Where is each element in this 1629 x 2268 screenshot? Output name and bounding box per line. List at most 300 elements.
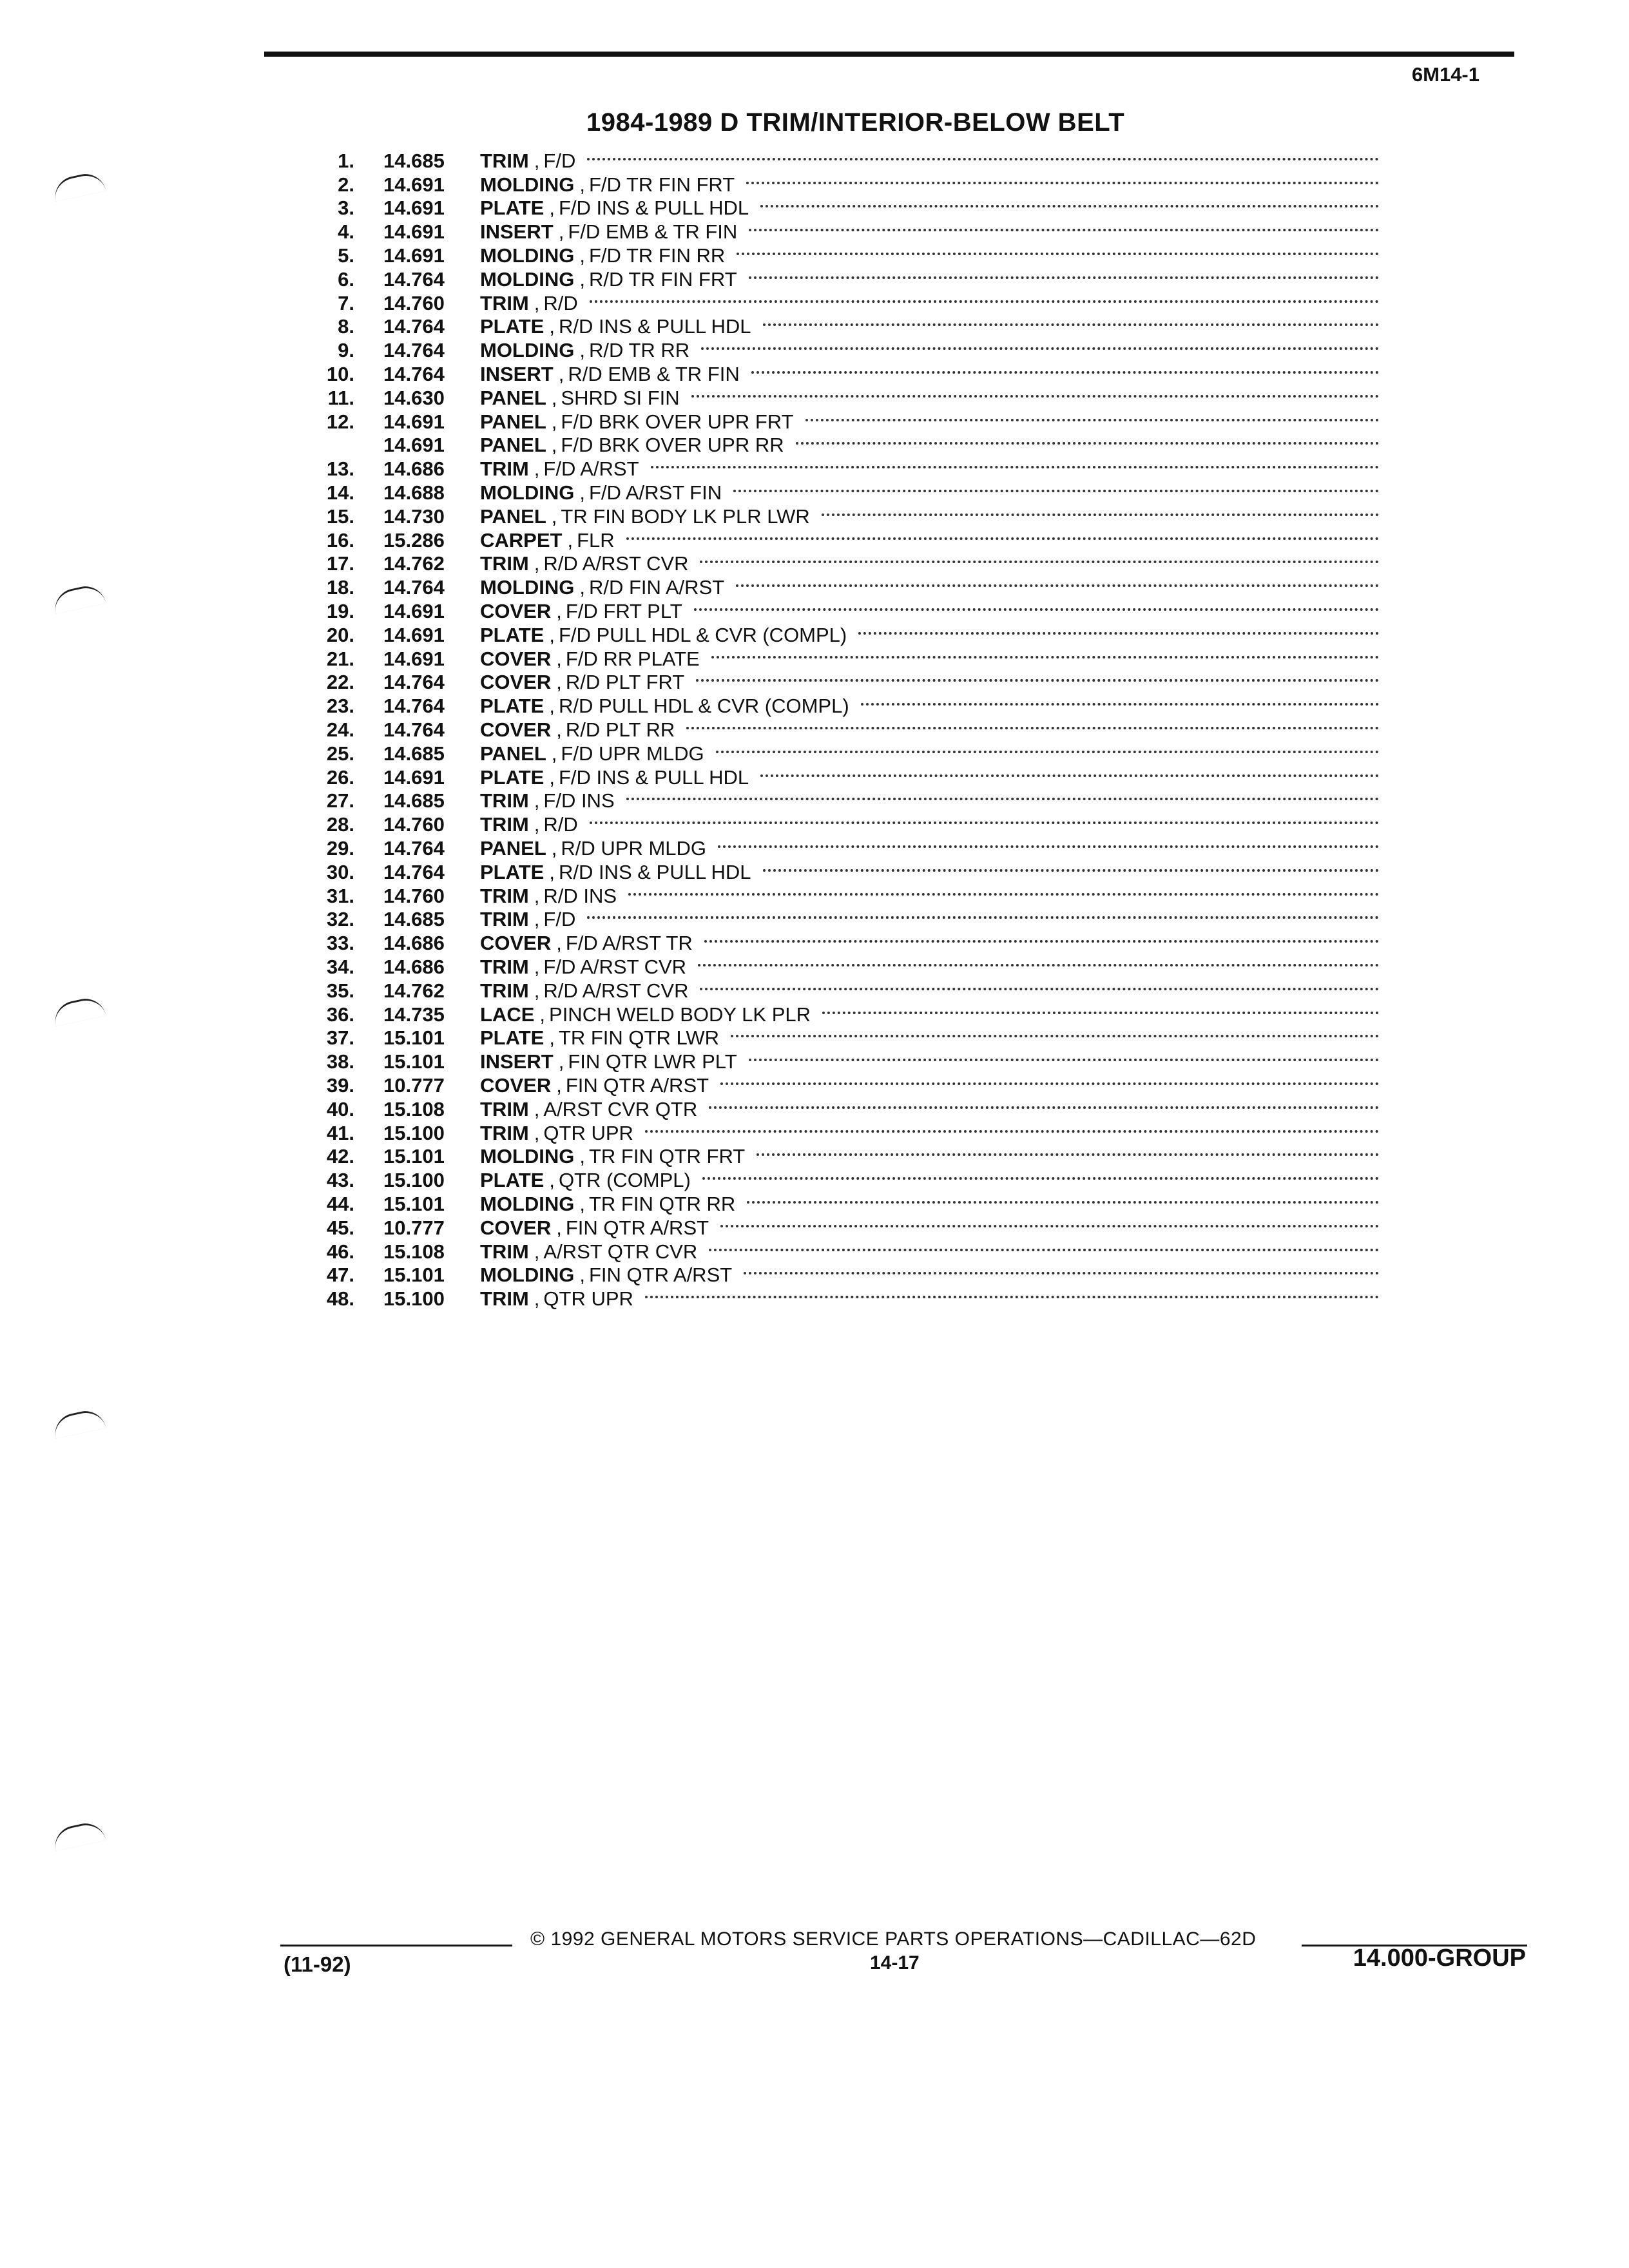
part-row (284, 528, 1379, 552)
item-number: 20. (326, 623, 354, 646)
dot-leader (858, 632, 1379, 635)
part-description: QTR (COMPL) (558, 1169, 691, 1192)
part-row (284, 812, 1379, 836)
part-name: MOLDING (480, 173, 575, 196)
item-number: 40. (326, 1097, 354, 1120)
item-number: 32. (326, 908, 354, 931)
part-description: R/D TR RR (589, 339, 690, 362)
part-name: PLATE (480, 860, 545, 883)
name-separator: , (551, 505, 557, 528)
part-name: TRIM (480, 955, 529, 978)
name-separator: , (556, 671, 562, 694)
item-number: 23. (326, 695, 354, 718)
part-description: R/D EMB & TR FIN (568, 363, 740, 386)
name-separator: , (579, 1145, 585, 1168)
group-number: 14.691 (383, 623, 445, 646)
dot-leader (628, 893, 1379, 896)
group-number: 14.760 (383, 813, 445, 836)
part-name: PLATE (480, 765, 545, 789)
group-number: 14.730 (383, 505, 445, 528)
dot-leader (698, 964, 1379, 966)
part-description: R/D A/RST CVR (543, 979, 689, 1002)
dot-leader (645, 1130, 1379, 1133)
group-number: 14.691 (383, 647, 445, 670)
part-name: COVER (480, 1073, 552, 1097)
part-name: PANEL (480, 434, 546, 457)
part-description: QTR UPR (543, 1287, 633, 1311)
item-number: 1. (338, 149, 354, 172)
part-name: PLATE (480, 623, 545, 646)
item-number: 31. (326, 884, 354, 907)
dot-leader (704, 940, 1379, 943)
revision-date: (11-92) (284, 1952, 351, 1976)
part-name: COVER (480, 647, 552, 670)
part-row (284, 1287, 1379, 1311)
part-row (284, 575, 1379, 599)
part-description: F/D TR FIN RR (589, 244, 726, 267)
dot-leader (587, 916, 1379, 919)
group-number: 14.764 (383, 576, 445, 599)
group-number: 14.630 (383, 386, 445, 409)
item-number: 47. (326, 1264, 354, 1287)
part-name: PLATE (480, 315, 545, 338)
part-description: R/D UPR MLDG (561, 837, 707, 860)
name-separator: , (579, 481, 585, 505)
part-description: R/D A/RST CVR (543, 552, 689, 575)
item-number: 26. (326, 765, 354, 789)
part-description: R/D FIN A/RST (589, 576, 725, 599)
name-separator: , (549, 765, 555, 789)
part-description: F/D (543, 908, 576, 931)
item-number: 4. (338, 220, 354, 244)
dot-leader (691, 395, 1379, 398)
part-row (284, 955, 1379, 979)
name-separator: , (534, 908, 540, 931)
dot-leader (757, 1153, 1379, 1156)
dot-leader (751, 371, 1379, 374)
item-number: 25. (326, 742, 354, 765)
part-description: F/D A/RST CVR (543, 955, 687, 978)
group-number: 14.691 (383, 244, 445, 267)
part-name: PANEL (480, 386, 546, 409)
item-number: 2. (338, 173, 354, 196)
name-separator: , (539, 1003, 546, 1026)
part-description: A/RST CVR QTR (543, 1097, 698, 1120)
item-number: 6. (338, 267, 354, 291)
item-number: 9. (338, 339, 354, 362)
part-description: F/D BRK OVER UPR RR (561, 434, 784, 457)
name-separator: , (551, 386, 557, 409)
item-number: 17. (326, 552, 354, 575)
dot-leader (720, 1225, 1379, 1227)
name-separator: , (551, 742, 557, 765)
name-separator: , (579, 244, 585, 267)
part-name: TRIM (480, 552, 529, 575)
item-number: 30. (326, 860, 354, 883)
name-separator: , (534, 789, 540, 812)
name-separator: , (556, 647, 562, 670)
part-description: FIN QTR A/RST (565, 1216, 709, 1239)
item-number: 24. (326, 718, 354, 742)
part-description: PINCH WELD BODY LK PLR (549, 1003, 811, 1026)
dot-leader (711, 656, 1379, 658)
group-number: 14.762 (383, 552, 445, 575)
part-row (284, 338, 1379, 362)
part-description: F/D RR PLATE (565, 647, 700, 670)
name-separator: , (579, 1264, 585, 1287)
item-number: 3. (338, 197, 354, 220)
part-description: F/D INS & PULL HDL (558, 197, 749, 220)
part-description: FLR (577, 528, 615, 552)
item-number: 39. (326, 1073, 354, 1097)
group-number: 14.764 (383, 315, 445, 338)
part-row (284, 457, 1379, 481)
part-name: PLATE (480, 197, 545, 220)
dot-leader (749, 229, 1379, 231)
part-name: COVER (480, 1216, 552, 1239)
part-name: LACE (480, 1003, 535, 1026)
part-row (284, 386, 1379, 410)
dot-leader (822, 1012, 1379, 1014)
group-number: 10.777 (383, 1073, 445, 1097)
item-number: 5. (338, 244, 354, 267)
part-description: R/D (543, 291, 578, 314)
part-name: TRIM (480, 1287, 529, 1311)
part-name: PLATE (480, 695, 545, 718)
dot-leader (822, 514, 1379, 516)
name-separator: , (534, 149, 540, 172)
part-name: INSERT (480, 1050, 554, 1073)
name-separator: , (549, 1026, 555, 1050)
dot-leader (760, 205, 1379, 207)
name-separator: , (534, 955, 540, 978)
part-row (284, 1026, 1379, 1050)
part-row (284, 836, 1379, 860)
name-separator: , (549, 1169, 555, 1192)
part-description: FIN QTR LWR PLT (568, 1050, 737, 1073)
group-number: 14.691 (383, 173, 445, 196)
part-name: TRIM (480, 789, 529, 812)
group-number: 14.685 (383, 149, 445, 172)
dot-leader (590, 300, 1379, 303)
part-name: MOLDING (480, 1192, 575, 1215)
item-number: 36. (326, 1003, 354, 1026)
group-number: 15.101 (383, 1192, 445, 1215)
part-row (284, 1263, 1379, 1287)
part-description: F/D INS (543, 789, 615, 812)
name-separator: , (579, 576, 585, 599)
item-number: 15. (326, 505, 354, 528)
group-number: 15.101 (383, 1145, 445, 1168)
name-separator: , (579, 1192, 585, 1215)
part-name: MOLDING (480, 1264, 575, 1287)
part-name: PLATE (480, 1169, 545, 1192)
part-description: F/D EMB & TR FIN (568, 220, 738, 244)
dot-leader (709, 1106, 1379, 1109)
dot-leader (746, 182, 1379, 184)
dot-leader (694, 608, 1379, 611)
part-row (284, 671, 1379, 695)
part-description: F/D A/RST TR (565, 932, 693, 955)
group-number: 15.101 (383, 1026, 445, 1050)
dot-leader (861, 703, 1379, 706)
name-separator: , (579, 339, 585, 362)
part-row (284, 267, 1379, 291)
part-row (284, 244, 1379, 267)
part-name: PANEL (480, 742, 546, 765)
item-number: 37. (326, 1026, 354, 1050)
part-name: MOLDING (480, 576, 575, 599)
part-name: PANEL (480, 505, 546, 528)
group-number: 15.101 (383, 1050, 445, 1073)
part-name: TRIM (480, 457, 529, 481)
dot-leader (587, 158, 1379, 160)
name-separator: , (549, 315, 555, 338)
item-number: 43. (326, 1169, 354, 1192)
item-number: 44. (326, 1192, 354, 1215)
group-number: 15.286 (383, 528, 445, 552)
name-separator: , (551, 837, 557, 860)
part-description: SHRD SI FIN (561, 386, 680, 409)
part-row (284, 742, 1379, 765)
part-description: R/D INS (543, 884, 617, 907)
dot-leader (696, 679, 1379, 682)
part-description: F/D A/RST (543, 457, 639, 481)
part-description: FIN QTR A/RST (589, 1264, 733, 1287)
part-description: R/D (543, 813, 578, 836)
group-number: 15.100 (383, 1169, 445, 1192)
part-row (284, 1216, 1379, 1240)
part-row (284, 434, 1379, 457)
punch-hole-mark (51, 995, 106, 1026)
group-number: 14.764 (383, 363, 445, 386)
dot-leader (590, 822, 1379, 824)
name-separator: , (556, 600, 562, 623)
dot-leader (731, 1035, 1379, 1037)
group-number: 14.764 (383, 339, 445, 362)
group-number: 14.764 (383, 718, 445, 742)
part-name: INSERT (480, 363, 554, 386)
item-number: 22. (326, 671, 354, 694)
part-row (284, 1192, 1379, 1216)
part-row (284, 410, 1379, 434)
dot-leader (747, 1201, 1379, 1204)
dot-leader (651, 466, 1379, 468)
dot-leader (701, 347, 1379, 350)
name-separator: , (534, 884, 540, 907)
part-description: F/D A/RST FIN (589, 481, 722, 505)
group-number: 14.686 (383, 457, 445, 481)
part-name: TRIM (480, 1121, 529, 1144)
dot-leader (744, 1272, 1379, 1274)
part-description: F/D TR FIN FRT (589, 173, 735, 196)
name-separator: , (549, 623, 555, 646)
group-number: 14.685 (383, 742, 445, 765)
item-number: 13. (326, 457, 354, 481)
part-row (284, 173, 1379, 197)
dot-leader (736, 584, 1379, 587)
part-row (284, 197, 1379, 220)
name-separator: , (534, 979, 540, 1002)
part-description: F/D FRT PLT (565, 600, 682, 623)
group-number: 14.691 (383, 600, 445, 623)
part-row (284, 599, 1379, 623)
item-number: 8. (338, 315, 354, 338)
name-separator: , (549, 860, 555, 883)
part-description: TR FIN QTR LWR (558, 1026, 720, 1050)
group-number: 14.735 (383, 1003, 445, 1026)
part-row (284, 1144, 1379, 1168)
part-row (284, 1121, 1379, 1145)
item-number: 19. (326, 600, 354, 623)
group-number: 15.100 (383, 1121, 445, 1144)
part-row (284, 1003, 1379, 1026)
part-name: CARPET (480, 528, 563, 552)
punch-hole-mark (51, 582, 106, 614)
name-separator: , (558, 1050, 564, 1073)
footer-rule-left (280, 1945, 512, 1946)
page-number: 14-17 (870, 1952, 920, 1974)
part-name: TRIM (480, 1097, 529, 1120)
part-row (284, 552, 1379, 576)
part-name: COVER (480, 600, 552, 623)
part-name: COVER (480, 932, 552, 955)
part-row (284, 1240, 1379, 1264)
dot-leader (645, 1296, 1379, 1298)
part-row (284, 505, 1379, 528)
group-number: 14.764 (383, 695, 445, 718)
item-number: 38. (326, 1050, 354, 1073)
part-name: MOLDING (480, 1145, 575, 1168)
group-number: 14.688 (383, 481, 445, 505)
part-name: TRIM (480, 1240, 529, 1263)
group-number: 14.760 (383, 884, 445, 907)
part-description: R/D INS & PULL HDL (558, 315, 751, 338)
part-row (284, 765, 1379, 789)
part-description: QTR UPR (543, 1121, 633, 1144)
dot-leader (763, 869, 1379, 872)
part-row (284, 315, 1379, 339)
name-separator: , (579, 173, 585, 196)
item-number: 42. (326, 1145, 354, 1168)
dot-leader (702, 1177, 1379, 1180)
part-description: F/D UPR MLDG (561, 742, 704, 765)
copyright-line: © 1992 GENERAL MOTORS SERVICE PARTS OPERATIONS—CADILLAC—62D (530, 1928, 1257, 1950)
dot-leader (700, 988, 1379, 990)
part-description: TR FIN QTR FRT (589, 1145, 746, 1168)
part-row (284, 860, 1379, 884)
part-description: R/D TR FIN FRT (589, 267, 737, 291)
dot-leader (700, 561, 1379, 563)
part-name: TRIM (480, 149, 529, 172)
group-number: 15.100 (383, 1287, 445, 1311)
part-name: TRIM (480, 884, 529, 907)
group-number: 10.777 (383, 1216, 445, 1239)
item-number: 7. (338, 291, 354, 314)
parts-list (284, 149, 1379, 1311)
group-number: 14.760 (383, 291, 445, 314)
part-name: COVER (480, 718, 552, 742)
page-code: 6M14-1 (1411, 63, 1480, 86)
part-row (284, 481, 1379, 505)
name-separator: , (556, 932, 562, 955)
part-description: A/RST QTR CVR (543, 1240, 698, 1263)
part-description: F/D (543, 149, 576, 172)
name-separator: , (551, 434, 557, 457)
name-separator: , (556, 1216, 562, 1239)
part-description: F/D INS & PULL HDL (558, 765, 749, 789)
name-separator: , (556, 718, 562, 742)
item-number: 27. (326, 789, 354, 812)
part-name: MOLDING (480, 481, 575, 505)
item-number: 11. (327, 386, 354, 409)
dot-leader (805, 419, 1379, 421)
part-name: MOLDING (480, 339, 575, 362)
group-number: 14.686 (383, 932, 445, 955)
group-number: 15.101 (383, 1264, 445, 1287)
punch-hole-mark (51, 1820, 106, 1851)
group-number: 14.685 (383, 789, 445, 812)
item-number: 10. (326, 363, 354, 386)
name-separator: , (549, 695, 555, 718)
part-row (284, 291, 1379, 315)
group-number: 14.691 (383, 410, 445, 433)
item-number: 18. (326, 576, 354, 599)
item-number: 35. (326, 979, 354, 1002)
group-number: 14.691 (383, 197, 445, 220)
name-separator: , (534, 1287, 540, 1311)
group-number: 14.764 (383, 837, 445, 860)
group-number: 15.108 (383, 1240, 445, 1263)
part-row (284, 149, 1379, 173)
dot-leader (718, 845, 1379, 848)
part-name: MOLDING (480, 244, 575, 267)
dot-leader (709, 1249, 1379, 1251)
part-row (284, 623, 1379, 647)
item-number: 48. (326, 1287, 354, 1311)
part-row (284, 647, 1379, 671)
name-separator: , (534, 552, 540, 575)
name-separator: , (534, 1121, 540, 1144)
top-rule (264, 52, 1514, 57)
part-name: PANEL (480, 410, 546, 433)
part-row (284, 884, 1379, 908)
part-row (284, 1097, 1379, 1121)
group-number: 14.762 (383, 979, 445, 1002)
part-description: F/D BRK OVER UPR FRT (561, 410, 794, 433)
name-separator: , (534, 813, 540, 836)
dot-leader (720, 1082, 1379, 1085)
name-separator: , (579, 267, 585, 291)
name-separator: , (534, 291, 540, 314)
dot-leader (626, 798, 1379, 800)
dot-leader (749, 276, 1379, 279)
part-description: TR FIN BODY LK PLR LWR (561, 505, 810, 528)
dot-leader (749, 1059, 1379, 1061)
part-row (284, 694, 1379, 718)
name-separator: , (549, 197, 555, 220)
item-number: 28. (326, 813, 354, 836)
name-separator: , (556, 1073, 562, 1097)
part-name: TRIM (480, 908, 529, 931)
group-number: 14.691 (383, 220, 445, 244)
part-row (284, 220, 1379, 244)
punch-hole-mark (51, 1407, 106, 1439)
group-number: 14.686 (383, 955, 445, 978)
name-separator: , (558, 220, 564, 244)
part-description: R/D INS & PULL HDL (558, 860, 751, 883)
item-number: 14. (326, 481, 354, 505)
